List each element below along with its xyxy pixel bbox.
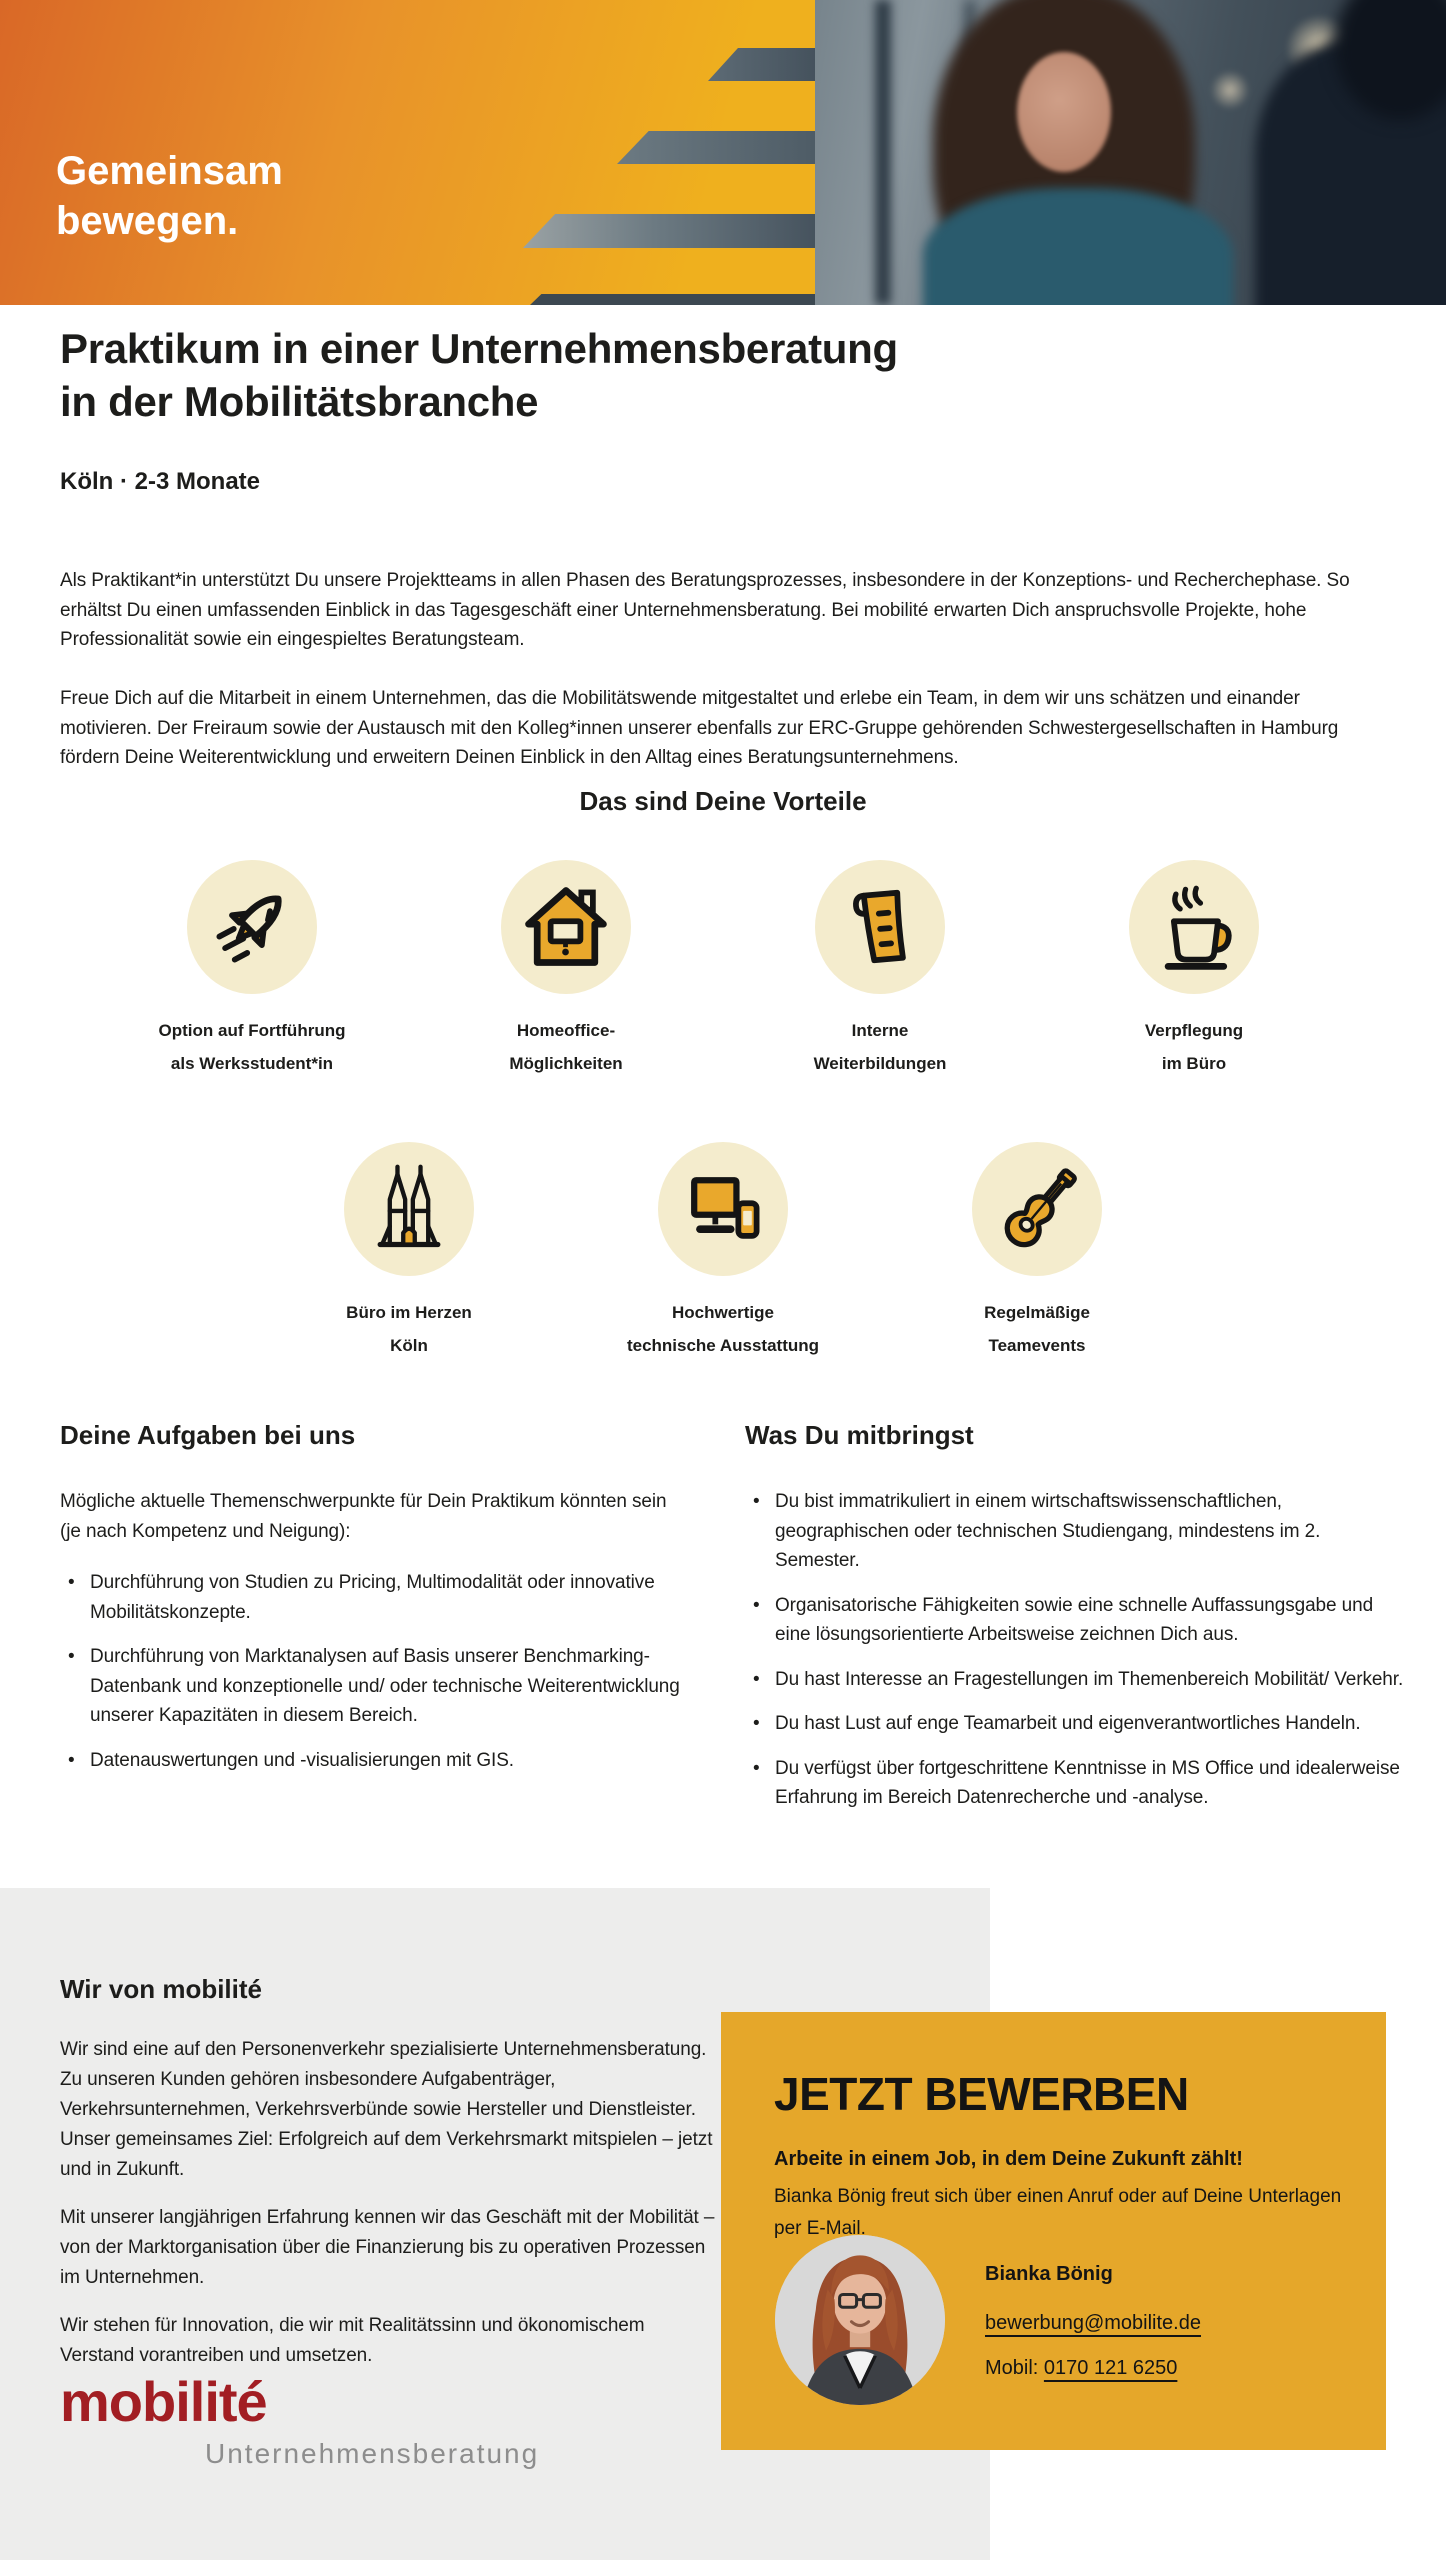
header-tagline (56, 146, 283, 246)
contact-phone-link[interactable]: 0170 121 6250 (1043, 2357, 1178, 2379)
benefit-label: Regelmäßige Teamevents (984, 1303, 1090, 1355)
profile-list (745, 1487, 1410, 1813)
benefit-label: Hochwertige technische Ausstattung (626, 1303, 820, 1355)
header-stripe (530, 294, 815, 305)
tasks-intro: Mögliche aktuelle Themenschwerpunkte für Dein Praktikum könnten sein (je nach Kompetenz und Neigung): (60, 1491, 667, 1542)
page-title (60, 322, 898, 428)
benefit-label: Büro im Herzen Köln (346, 1303, 472, 1355)
mobile-label: Mobil: (985, 2357, 1044, 2379)
tagline-line2: bewegen. (56, 199, 239, 243)
apply-title: JETZT BEWERBEN (774, 2068, 1189, 2120)
benefit-item (723, 860, 1037, 1080)
apply-contact-row (775, 2235, 1201, 2405)
benefit-label: Verpflegung im Büro (1144, 1021, 1244, 1073)
benefits-title: Das sind Deine Vorteile (579, 786, 867, 816)
about-title: Wir von mobilité (60, 1974, 262, 2004)
coffee-icon (1129, 860, 1259, 994)
intro-paragraph-2: Freue Dich auf die Mitarbeit in einem Unternehmen, das die Mobilitätswende mitgestaltet und erlebe ein Team, in dem wir uns schätzen und einander motivieren. Der Freiraum sowie der Austausch mit den Kolleg*innen unserer ebenfalls zur ERC-Gruppe gehörenden Schwestergesellschaften in Hamburg fördern Deine Weiterentwicklung und erweitern Deinen Einblick in den Alltag eines Beratungsunternehmens. (60, 688, 1339, 768)
company-logo (60, 2372, 539, 2470)
benefit-item (252, 1142, 566, 1362)
contact-email-link[interactable]: bewerbung@mobilite.de (985, 2312, 1201, 2334)
benefit-label: Homeoffice- Möglichkeiten (509, 1021, 623, 1073)
list-item: • Organisatorische Fähigkeiten sowie eine schnelle Auffassungsgabe und eine lösungsorientierte Arbeitsweise zeichnen Dich aus. (745, 1591, 1410, 1650)
cathedral-icon (344, 1142, 474, 1276)
tagline-line1: Gemeinsam (56, 149, 283, 193)
title-line1: Praktikum in einer Unternehmensberatung (60, 325, 898, 372)
photo-bokeh-light (1210, 70, 1250, 110)
photo-window-frame (875, 0, 891, 305)
about-paragraph-2: Mit unserer langjährigen Erfahrung kennen wir das Geschäft mit der Mobilität – von der Marktorganisation über die Finanzierung bis zu operativen Prozessen im Unternehmen. (60, 2207, 715, 2288)
guitar-icon (972, 1142, 1102, 1276)
contact-name: Bianka Bönig (985, 2263, 1113, 2285)
photo-woman-shirt (923, 188, 1233, 305)
header-stripe (523, 214, 815, 248)
header-banner (0, 0, 1446, 305)
list-item: • Du bist immatrikuliert in einem wirtschaftswissenschaftlichen, geographischen oder technischen Studiengang, mindestens im 2. Semester. (745, 1487, 1410, 1576)
apply-lead: Arbeite in einem Job, in dem Deine Zukunft zählt! (774, 2148, 1243, 2170)
about-section (60, 1974, 715, 2389)
job-meta: Köln · 2-3 Monate (60, 468, 261, 495)
profile-title: Was Du mitbringst (745, 1420, 974, 1450)
logo-subtitle: Unternehmensberatung (205, 2438, 540, 2469)
tasks-title: Deine Aufgaben bei uns (60, 1420, 356, 1450)
benefits-row-1 (0, 860, 1446, 1080)
benefit-label: Option auf Fortführung als Werksstudent*in (158, 1021, 346, 1073)
list-item: • Datenauswertungen und -visualisierungen mit GIS. (60, 1746, 680, 1776)
benefit-item (409, 860, 723, 1080)
list-item: • Du hast Interesse an Fragestellungen im Themenbereich Mobilität/ Verkehr. (745, 1665, 1410, 1695)
list-item: • Du hast Lust auf enge Teamarbeit und eigenverantwortliches Handeln. (745, 1709, 1410, 1739)
apply-text: Bianka Bönig freut sich über einen Anruf oder auf Deine Unterlagen per E-Mail. (774, 2186, 1342, 2239)
list-item: • Durchführung von Studien zu Pricing, Multimodalität oder innovative Mobilitätskonzepte. (60, 1568, 680, 1627)
contact-block (985, 2235, 1201, 2405)
benefit-item (1037, 860, 1351, 1080)
benefit-item (566, 1142, 880, 1362)
homeoffice-icon (501, 860, 631, 994)
apply-box (721, 2012, 1386, 2450)
training-scroll-icon (815, 860, 945, 994)
logo-wordmark: mobilité (60, 2370, 267, 2433)
rocket-icon (187, 860, 317, 994)
benefit-item (95, 860, 409, 1080)
contact-mobile (985, 2357, 1201, 2380)
about-paragraph-1: Wir sind eine auf den Personenverkehr spezialisierte Unternehmensberatung. Zu unseren Kunden gehören insbesondere Aufgabenträger, Verkehrsunternehmen, Verkehrsverbünde sowie Hersteller und Dienstleister. Unser gemeinsames Ziel: Erfolgreich auf dem Verkehrsmarkt mitspielen – jetzt und in Zukunft. (60, 2039, 713, 2180)
title-line2: in der Mobilitätsbranche (60, 378, 539, 425)
intro-paragraph-1: Als Praktikant*in unterstützt Du unsere Projektteams in allen Phasen des Beratungsprozesses, insbesondere in der Konzeptions- und Recherchephase. So erhältst Du einen umfassenden Einblick in das Tagesgeschäft einer Unternehmensberatung. Bei mobilité erwarten Dich anspruchsvolle Projekte, hohe Professionalität sowie ein eingespieltes Beratungsteam. (60, 570, 1350, 650)
header-stripe (617, 131, 815, 164)
tasks-list (60, 1568, 680, 1775)
profile-section (745, 1420, 1410, 1828)
tech-equipment-icon (658, 1142, 788, 1276)
photo-woman-face (1017, 52, 1111, 172)
tasks-section (60, 1420, 680, 1790)
benefits-row-2 (0, 1142, 1446, 1362)
benefit-item (880, 1142, 1194, 1362)
about-paragraph-3: Wir stehen für Innovation, die wir mit Realitätssinn und ökonomischem Verstand vorantreiben und umsetzen. (60, 2315, 645, 2366)
list-item: • Durchführung von Marktanalysen auf Basis unserer Benchmarking-Datenbank und konzeptionelle und/ oder technische Weiterentwicklung unserer Kapazitäten in diesem Bereich. (60, 1642, 680, 1731)
benefit-label: Interne Weiterbildungen (813, 1021, 947, 1073)
header-photo (815, 0, 1446, 305)
contact-portrait-photo (775, 2235, 945, 2405)
list-item: • Du verfügst über fortgeschrittene Kenntnisse in MS Office und idealerweise Erfahrung im Bereich Datenrecherche und -analyse. (745, 1754, 1410, 1813)
